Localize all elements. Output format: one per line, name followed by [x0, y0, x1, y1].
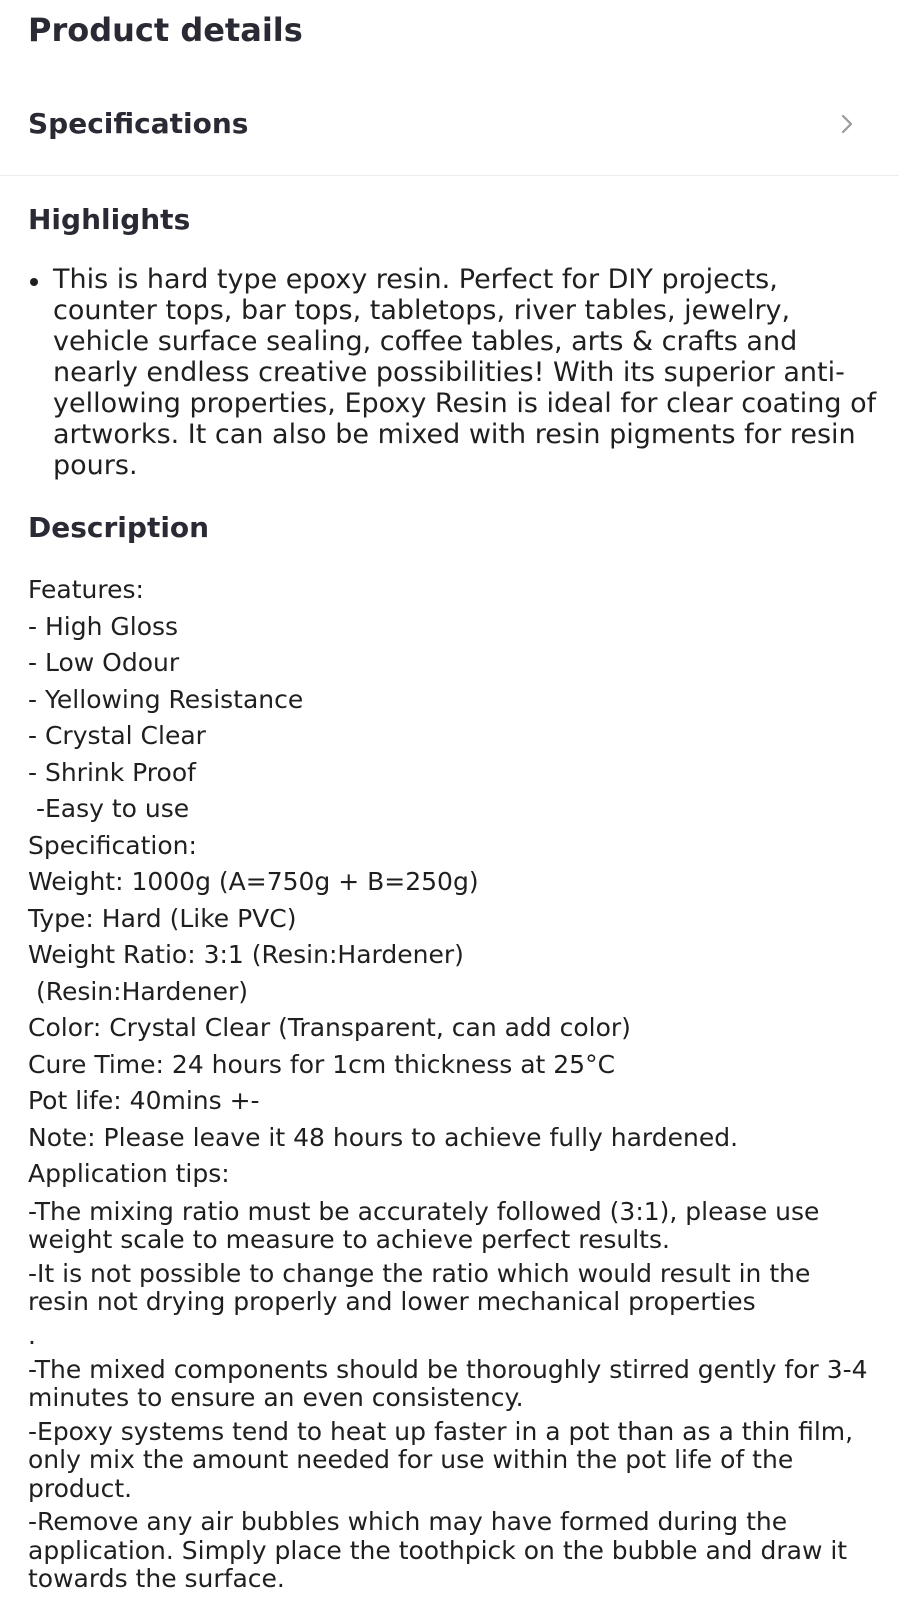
description-line: Note: Please leave it 48 hours to achieve fully hardened.	[28, 1122, 739, 1152]
description-line: Pot life: 40mins +-	[28, 1086, 260, 1115]
description-line: Type: Hard (Like PVC)	[28, 903, 297, 933]
description-line: - High Gloss	[28, 611, 179, 641]
description-line: Application tips:	[28, 1159, 230, 1188]
description-body	[28, 572, 878, 1598]
description-line: - Low Odour	[28, 648, 180, 677]
description-line: Features:	[28, 575, 144, 604]
description-line: - Yellowing Resistance	[28, 684, 304, 714]
description-line: -Easy to use	[28, 794, 190, 823]
application-tip: -Remove any air bubbles which may have formed during the application. Simply place the toothpick on the bubble and draw it towards the surface.	[28, 1507, 848, 1593]
application-tip: -It is not possible to change the ratio which would result in the resin not drying properly and lower mechanical properties	[28, 1258, 811, 1316]
bullet-icon	[30, 278, 38, 286]
application-tip: -The mixing ratio must be accurately followed (3:1), please use weight scale to measure to achieve perfect results.	[28, 1196, 820, 1254]
application-tip-separator: .	[28, 1320, 36, 1350]
application-tip: -The mixed components should be thoroughly stirred gently for 3-4 minutes to ensure an even consistency.	[28, 1354, 868, 1412]
description-line: Specification:	[28, 830, 197, 860]
highlight-item	[28, 264, 878, 481]
description-line: (Resin:Hardener)	[28, 976, 249, 1006]
description-line: Weight: 1000g (A=750g + B=250g)	[28, 867, 479, 896]
description-heading: Description	[28, 511, 210, 544]
highlights-list	[28, 264, 878, 481]
description-line: - Shrink Proof	[28, 757, 196, 787]
specifications-row[interactable]	[0, 90, 899, 176]
specifications-label: Specifications	[28, 107, 249, 140]
description-line: Weight Ratio: 3:1 (Resin:Hardener)	[28, 940, 464, 969]
page-title: Product details	[28, 11, 303, 49]
highlight-text: This is hard type epoxy resin. Perfect for DIY projects, counter tops, bar tops, tabletops, river tables, jewelry, vehicle surface sealing, coffee tables, arts & crafts and nearly endless creative possibilities! With its superior anti-yellowing properties, Epoxy Resin is ideal for clear coating of artworks. It can also be mixed with resin pigments for resin pours.	[53, 264, 877, 481]
chevron-right-icon	[835, 112, 859, 136]
application-tip: -Epoxy systems tend to heat up faster in a pot than as a thin film, only mix the amount needed for use within the pot life of the product.	[28, 1416, 854, 1503]
highlights-heading: Highlights	[28, 203, 191, 236]
description-line: - Crystal Clear	[28, 721, 206, 750]
description-line: Cure Time: 24 hours for 1cm thickness at 25°C	[28, 1049, 616, 1079]
description-line: Color: Crystal Clear (Transparent, can add color)	[28, 1013, 631, 1042]
